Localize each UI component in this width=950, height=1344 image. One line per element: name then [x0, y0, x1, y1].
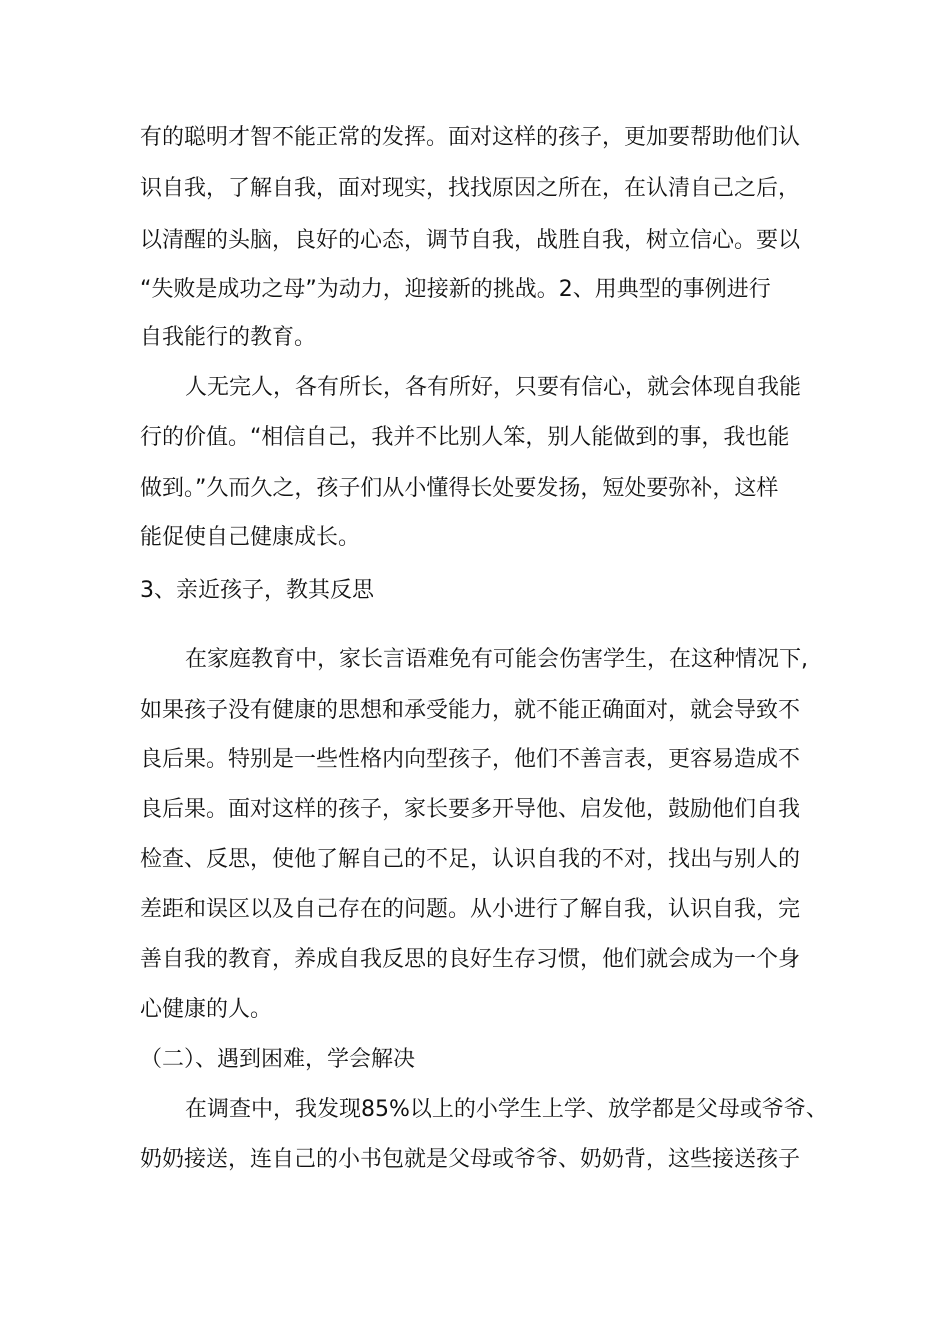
text-line: 善自我的教育，养成自我反思的良好生存习惯，他们就会成为一个身 — [140, 947, 801, 972]
text-line: “失败是成功之母”为动力，迎接新的挑战。2、用典型的事例进行 — [140, 277, 771, 302]
paragraph-first-line: 人无完人，各有所长，各有所好，只要有信心，就会体现自我能 — [185, 375, 802, 400]
text-line: 行的价值。“相信自己，我并不比别人笨，别人能做到的事，我也能 — [140, 425, 790, 450]
section-heading: （二）、遇到困难，学会解决 — [140, 1047, 416, 1072]
paragraph-first-line: 在家庭教育中，家长言语难免有可能会伤害学生，在这种情况下, — [185, 647, 808, 672]
section-heading: 3、亲近孩子，教其反思 — [140, 578, 374, 603]
text-line: 心健康的人。 — [140, 997, 273, 1022]
text-line: 检查、反思，使他了解自己的不足，认识自我的不对，找出与别人的 — [140, 847, 801, 872]
text-line: 做到。”久而久之，孩子们从小懂得长处要发扬，短处要弥补，这样 — [140, 476, 779, 501]
text-line: 能促使自己健康成长。 — [140, 525, 361, 550]
text-line: 差距和误区以及自己存在的问题。从小进行了解自我，认识自我，完 — [140, 897, 801, 922]
paragraph-first-line: 在调查中，我发现85%以上的小学生上学、放学都是父母或爷爷、 — [185, 1097, 828, 1122]
text-line: 良后果。特别是一些性格内向型孩子，他们不善言表，更容易造成不 — [140, 747, 801, 772]
text-line: 有的聪明才智不能正常的发挥。面对这样的孩子，更加要帮助他们认 — [140, 125, 801, 150]
text-line: 识自我，了解自我，面对现实，找找原因之所在，在认清自己之后， — [140, 176, 801, 201]
text-line: 良后果。面对这样的孩子，家长要多开导他、启发他，鼓励他们自我 — [140, 797, 801, 822]
text-line: 奶奶接送，连自己的小书包就是父母或爷爷、奶奶背，这些接送孩子 — [140, 1147, 801, 1172]
text-line: 以清醒的头脑，良好的心态，调节自我，战胜自我，树立信心。要以 — [140, 228, 801, 253]
text-line: 如果孩子没有健康的思想和承受能力，就不能正确面对，就会导致不 — [140, 698, 801, 723]
text-line: 自我能行的教育。 — [140, 325, 317, 350]
